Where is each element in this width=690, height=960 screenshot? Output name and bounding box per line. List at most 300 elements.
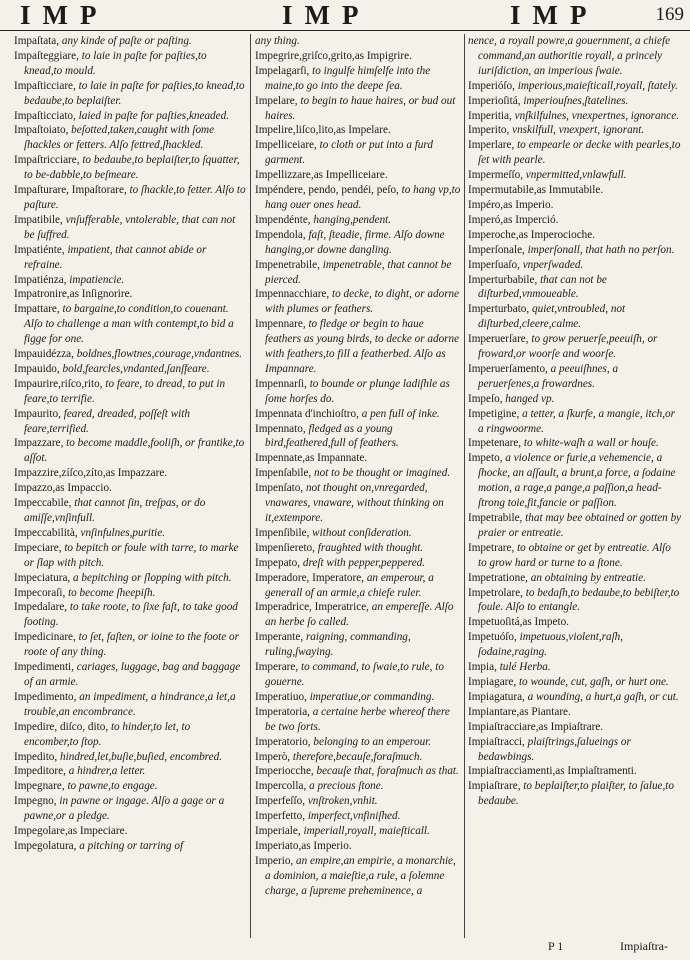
entry-definition: impatient, that cannot abide or refraine.	[24, 243, 207, 271]
entry-headword: Impaurito,	[14, 407, 61, 420]
entry-headword: Impeſo,	[468, 392, 503, 405]
entry-headword: Impeccabile,	[14, 497, 72, 510]
dictionary-entry	[14, 183, 246, 213]
dictionary-entry	[14, 764, 246, 779]
dictionary-entry	[14, 526, 246, 541]
entry-headword: Impedito,	[14, 750, 58, 763]
dictionary-entry	[468, 571, 682, 586]
entry-headword: Impaſtricciare,	[14, 154, 80, 167]
dictionary-entry	[255, 794, 461, 809]
entry-definition: vnſtroken,vnhit.	[307, 795, 378, 808]
entry-headword: Imperfetto,	[255, 810, 306, 823]
dictionary-entry	[255, 138, 461, 168]
entry-headword: Impazzare,	[14, 437, 64, 450]
entry-definition: to laie in paſte for paſties,to knead,to bedaube,to beplaiſter.	[24, 79, 245, 107]
dictionary-entry	[255, 630, 461, 660]
dictionary-entry	[14, 794, 246, 824]
entry-headword: Impaſteggiare,	[14, 49, 79, 62]
entry-headword: Impetuoſitá,as Impeto.	[468, 616, 569, 629]
dictionary-entry	[255, 690, 461, 705]
entry-headword: Impaſtata,	[14, 35, 60, 47]
entry-definition: a precious ſtone.	[309, 780, 384, 793]
entry-headword: Impiaſtracciare,as Impiaſtrare.	[468, 720, 604, 733]
dictionary-entry	[14, 660, 246, 690]
column-right	[468, 34, 682, 936]
entry-definition: nence, a royall powre,a gouernment, a chiefe command,an authoritie royall, a princely iuriſdiction, an imperious ſwaie.	[468, 35, 671, 77]
dictionary-entry	[255, 839, 461, 854]
dictionary-entry	[255, 377, 461, 407]
dictionary-entry	[14, 302, 246, 347]
entry-definition: to empearle or decke with pearles,to ſet with pearle.	[478, 139, 681, 167]
dictionary-entry	[468, 735, 682, 765]
entry-definition: to hinder,to let, to encomber,to ſtop.	[24, 720, 191, 748]
dictionary-entry	[14, 466, 246, 481]
entry-headword: Impaſtoiato,	[14, 124, 69, 137]
entry-definition: vnſinfulnes,puritie.	[80, 526, 166, 539]
entry-definition: to feare, to dread, to put in feare,to terrifie.	[24, 377, 226, 405]
dictionary-entry	[468, 407, 682, 437]
entry-definition: that cannot ſin, treſpas, or do amiſſe,vnſinfull.	[24, 497, 206, 524]
dictionary-entry	[14, 600, 246, 630]
dictionary-entry	[14, 541, 246, 571]
entry-definition: to bargaine,to condition,to couenant. Alſo to challenge a man with contempt,to bid a figge for one.	[24, 303, 234, 346]
signature-mark: P 1	[548, 939, 564, 953]
dictionary-entry	[255, 287, 461, 317]
entry-headword: Imperoche,as Imperocioche.	[468, 228, 596, 241]
entry-headword: Impiantare,as Piantare.	[468, 705, 571, 718]
entry-headword: Impeciatura,	[14, 571, 71, 584]
dictionary-entry	[255, 600, 461, 630]
dictionary-entry	[255, 660, 461, 690]
entry-definition: vnſkilfulnes, vnexpertnes, ignorance.	[514, 109, 679, 122]
dictionary-entry	[468, 168, 682, 183]
dictionary-entry	[468, 123, 682, 138]
entry-headword: Impatibile,	[14, 213, 63, 226]
column-rule-left	[250, 34, 251, 938]
dictionary-entry	[14, 243, 246, 273]
entry-definition: an emperour, a generall of an armie,a chiefe ruler.	[265, 571, 434, 599]
entry-definition: to bedaſh,to bedaube,to bebiſter,to foule. Alſo to entangle.	[478, 586, 680, 614]
entry-headword: Imperitia,	[468, 109, 512, 122]
dictionary-entry	[14, 750, 246, 765]
dictionary-entry	[14, 586, 246, 601]
entry-definition: to take roote, to ſixe faſt, to take good footing.	[24, 601, 238, 629]
dictionary-entry	[255, 422, 461, 452]
dictionary-entry	[255, 735, 461, 750]
entry-headword: Impeciare,	[14, 541, 62, 554]
entry-definition: a hindrer,a letter.	[68, 765, 146, 778]
entry-headword: Impedalare,	[14, 601, 68, 614]
dictionary-entry	[14, 481, 246, 496]
dictionary-entry	[255, 168, 461, 183]
entry-headword: Imperturbabile,	[468, 273, 538, 286]
dictionary-entry	[255, 541, 461, 556]
running-header	[0, 0, 690, 31]
entry-definition: in pawne or ingage. Alſo a gage or a pawne,or a pledge.	[24, 795, 225, 823]
dictionary-entry	[14, 779, 246, 794]
entry-headword: Impelagarſi,	[255, 64, 310, 77]
entry-definition: to command, to ſwaie,to rule, to gouerne.	[265, 661, 444, 688]
dictionary-entry	[468, 690, 682, 705]
entry-headword: Imperare,	[255, 661, 299, 674]
entry-headword: Impaſticciare,	[14, 79, 76, 92]
entry-headword: Impeccabilità,	[14, 526, 78, 539]
entry-headword: Impegolatura,	[14, 839, 77, 852]
entry-definition: dreſt with pepper,peppered.	[302, 556, 426, 569]
dictionary-entry	[255, 854, 461, 899]
dictionary-entry	[468, 302, 682, 332]
entry-definition: without conſideration.	[312, 526, 412, 539]
dictionary-entry	[468, 183, 682, 198]
entry-headword: Impegolare,as Impeciare.	[14, 825, 128, 838]
dictionary-entry	[255, 779, 461, 794]
entry-headword: Impiagare,	[468, 675, 517, 688]
entry-definition: hanged vp.	[505, 392, 555, 405]
entry-headword: Impiaſtracci,	[468, 735, 525, 748]
entry-headword: Impermutabile,as Immutabile.	[468, 184, 604, 197]
entry-definition: becauſe that, foraſmuch as that.	[316, 765, 459, 778]
entry-headword: Impelliceiare,	[255, 139, 317, 152]
entry-definition: faſt, ſteadie, firme. Alſo downe hanging,or downe dangling.	[265, 228, 445, 256]
dictionary-entry	[255, 451, 461, 466]
dictionary-entry	[468, 541, 682, 571]
entry-definition: to grow peruerſe,peeuiſh, or froward,or woorſe and woorſe.	[478, 333, 658, 361]
entry-headword: Impepato,	[255, 556, 301, 569]
running-head-right: IMP	[510, 0, 599, 30]
dictionary-entry	[468, 94, 682, 109]
entry-definition: impenetrable, that cannot be pierced.	[265, 258, 452, 286]
entry-headword: Impatronire,as Inſignorire.	[14, 288, 133, 301]
entry-definition: hindred,let,buſie,buſied, encombred.	[60, 750, 222, 763]
dictionary-entry	[14, 377, 246, 407]
entry-headword: Impiaſtrare,	[468, 780, 521, 793]
entry-headword: Imperò,	[255, 750, 291, 763]
entry-headword: Impelare,	[255, 94, 298, 107]
entry-headword: Impendola,	[255, 228, 306, 241]
entry-definition: to become ſheepiſh.	[68, 586, 156, 599]
entry-definition: vnperſwaded.	[522, 258, 584, 271]
entry-headword: Impelire,liſco,lito,as Impelare.	[255, 124, 391, 137]
entry-definition: an obtaining by entreatie.	[530, 571, 646, 584]
entry-headword: Imperatiuo,	[255, 690, 307, 703]
entry-headword: Impatiénte,	[14, 243, 65, 256]
entry-headword: Impauido,	[14, 362, 60, 375]
dictionary-entry	[255, 407, 461, 422]
entry-definition: to cloth or put into a furd garment.	[265, 139, 433, 167]
entry-definition: a pen full of inke.	[361, 407, 440, 420]
entry-definition: to bedaube,to beplaiſter,to ſquatter, to be-dabble,to beſmeare.	[24, 154, 240, 182]
entry-headword: Imperito,	[468, 124, 510, 137]
entry-headword: Imperio,	[255, 854, 294, 867]
entry-headword: Impedicinare,	[14, 631, 76, 644]
dictionary-entry	[14, 347, 246, 362]
entry-headword: Impéro,as Imperio.	[468, 198, 554, 211]
dictionary-entry	[255, 750, 461, 765]
entry-headword: Impauidézza,	[14, 348, 74, 361]
entry-headword: Impazzire,zíſco,zíto,as Impazzare.	[14, 467, 168, 480]
entry-headword: Imperadore, Imperatore,	[255, 571, 365, 584]
entry-headword: Impennacchiare,	[255, 288, 330, 301]
dictionary-entry	[468, 34, 682, 79]
entry-definition: to obtaine or get by entreatie. Alſo to grow hard or turne to a ſtone.	[478, 541, 671, 569]
dictionary-entry	[255, 123, 461, 138]
entry-definition: to decke, to dight, or adorne with plumes or feathers.	[265, 288, 460, 316]
dictionary-entry	[255, 571, 461, 601]
dictionary-entry	[14, 824, 246, 839]
entry-headword: Imperlare,	[468, 139, 515, 152]
dictionary-entry	[14, 109, 246, 124]
dictionary-entry	[255, 34, 461, 49]
entry-headword: Impedimenti,	[14, 661, 74, 674]
entry-headword: Imperó,as Imperció.	[468, 213, 559, 226]
dictionary-entry	[14, 34, 246, 49]
dictionary-entry	[468, 451, 682, 511]
entry-headword: Impaſticciato,	[14, 109, 76, 122]
dictionary-entry	[255, 49, 461, 64]
entry-definition: a violence or furie,a vehemencie, a ſhocke, an aſſault, a brunt,a force, a ſodaine motion, a rage,a pange,a paſſion,a head-ſtrong toie,fit,fancie or paſſion.	[478, 452, 676, 510]
entry-headword: Impenſato,	[255, 482, 304, 495]
dictionary-entry	[468, 720, 682, 735]
entry-headword: Impercolla,	[255, 780, 307, 793]
entry-definition: a pitching or tarring of	[79, 839, 184, 852]
dictionary-entry	[255, 526, 461, 541]
entry-definition: that can not be diſturbed,vnmoueable.	[478, 273, 607, 301]
entry-headword: Imperturbato,	[468, 303, 530, 316]
dictionary-entry	[468, 79, 682, 94]
entry-headword: Imperiato,as Imperio.	[255, 839, 352, 852]
dictionary-entry	[255, 213, 461, 228]
entry-definition: impetuous,violent,raſh, ſodaine,raging.	[478, 631, 624, 659]
entry-definition: an impediment, a hindrance,a let,a trouble,an encombrance.	[24, 690, 236, 718]
entry-definition: not thought on,vnregarded, vnawares, vnaware, without thinking on it,extempore.	[265, 482, 444, 524]
dictionary-entry	[14, 287, 246, 302]
entry-headword: Imperante,	[255, 631, 304, 644]
entry-definition: to laie in paſte for paſties,to knead,to mould.	[24, 49, 207, 77]
entry-definition: quiet,vntroubled, not diſturbed,cleere,calme.	[478, 303, 626, 331]
column-middle	[255, 34, 461, 936]
entry-headword: Impennato,	[255, 422, 306, 435]
entry-headword: Imperadrice, Imperatrice,	[255, 601, 369, 614]
dictionary-entry	[468, 138, 682, 168]
dictionary-entry	[14, 630, 246, 660]
dictionary-entry	[255, 481, 461, 526]
entry-headword: Imperſuaſo,	[468, 258, 520, 271]
entry-definition: to ſhackle,to fetter. Alſo to paſture.	[24, 184, 246, 211]
entry-definition: any kinde of paſte or paſting.	[61, 35, 192, 47]
entry-definition: to white-waſh a wall or houſe.	[523, 437, 659, 450]
entry-headword: Impecoraſi,	[14, 586, 66, 599]
dictionary-entry	[14, 49, 246, 79]
running-head-center: IMP	[282, 0, 371, 30]
dictionary-entry	[468, 198, 682, 213]
entry-definition: impatiencie.	[69, 273, 125, 286]
entry-headword: Impenſabile,	[255, 467, 312, 480]
entry-definition: to pawne,to engage.	[67, 780, 158, 793]
dictionary-entry	[14, 362, 246, 377]
page-number: 169	[655, 4, 684, 25]
entry-headword: Impetenare,	[468, 437, 522, 450]
entry-definition: feared, dreaded, poſſeſt with feare,terrified.	[24, 407, 190, 435]
dictionary-entry	[14, 496, 246, 526]
dictionary-entry	[468, 109, 682, 124]
entry-headword: Imperatorio,	[255, 735, 311, 748]
entry-headword: Impedimento,	[14, 690, 77, 703]
entry-headword: Impendénte,	[255, 213, 311, 226]
entry-headword: Impetratione,	[468, 571, 528, 584]
dictionary-entry	[468, 615, 682, 630]
entry-headword: Imperióſo,	[468, 79, 515, 92]
dictionary-entry	[255, 466, 461, 481]
entry-headword: Impaurire,riſco,rito,	[14, 377, 103, 390]
entry-headword: Impegnare,	[14, 780, 65, 793]
entry-definition: boldnes,flowtnes,courage,vndantnes.	[76, 348, 243, 361]
entry-headword: Imperiocche,	[255, 765, 314, 778]
entry-headword: Impeditore,	[14, 765, 66, 778]
entry-headword: Impetrare,	[468, 541, 515, 554]
entry-headword: Impiagatura,	[468, 690, 525, 703]
dictionary-entry	[255, 183, 461, 213]
entry-definition: to bepitch or foule with tarre, to marke or ſlap with pitch.	[24, 541, 239, 569]
dictionary-entry	[468, 213, 682, 228]
entry-definition: fledged as a young bird,feathered,full of feathers.	[265, 422, 399, 450]
dictionary-entry	[468, 764, 682, 779]
dictionary-entry	[14, 213, 246, 243]
entry-headword: Impetuóſo,	[468, 631, 517, 644]
dictionary-entry	[255, 556, 461, 571]
dictionary-entry	[468, 705, 682, 720]
dictionary-entry	[468, 332, 682, 362]
entry-headword: Impenetrabile,	[255, 258, 320, 271]
dictionary-entry	[14, 571, 246, 586]
entry-headword: Imperioſitá,	[468, 94, 521, 107]
entry-definition: any thing.	[255, 35, 300, 47]
entry-definition: to beplaiſter,to plaiſter, to ſalue,to bedaube.	[478, 780, 675, 808]
dictionary-entry	[14, 407, 246, 437]
entry-headword: Impenſiereto,	[255, 541, 315, 554]
dictionary-entry	[14, 436, 246, 466]
entry-definition: imperious,maieſticall,royall, ſtately.	[517, 79, 678, 92]
entry-definition: cariages, luggage, bag and baggage of an armie.	[24, 661, 241, 688]
running-head-left: IMP	[20, 0, 109, 30]
entry-definition: to become maddle,fooliſh, or frantike,to aſſot.	[24, 437, 245, 465]
entry-definition: beſotted,taken,caught with ſome ſhackles or fetters. Alſo fettred,ſhackled.	[24, 124, 215, 152]
dictionary-entry	[468, 362, 682, 392]
entry-definition: tulé Herba.	[499, 661, 551, 674]
entry-definition: belonging to an emperour.	[313, 735, 432, 748]
entry-definition: vnſufferable, vntolerable, that can not be ſuffred.	[24, 213, 236, 241]
dictionary-entry	[468, 630, 682, 660]
entry-definition: not to be thought or imagined.	[314, 467, 451, 480]
dictionary-entry	[468, 511, 682, 541]
dictionary-entry	[255, 258, 461, 288]
entry-definition: an empereſſe. Alſo an herbe ſo called.	[265, 601, 454, 629]
entry-headword: Impetrolare,	[468, 586, 523, 599]
entry-headword: Impetrabile,	[468, 512, 523, 524]
dictionary-entry	[14, 79, 246, 109]
dictionary-entry	[14, 123, 246, 153]
entry-headword: Impegrire,griſco,grito,as Impigrire.	[255, 49, 412, 62]
dictionary-entry	[468, 586, 682, 616]
entry-definition: raigning, commanding, ruling,ſwaying.	[265, 631, 411, 659]
entry-definition: to hang vp,to hang ouer ones head.	[265, 184, 461, 211]
entry-headword: Imperſonale,	[468, 243, 525, 256]
entry-definition: vnpermitted,vnlawfull.	[525, 169, 627, 182]
entry-definition: a bepitching or ſlopping with pitch.	[73, 571, 232, 584]
dictionary-entry	[468, 675, 682, 690]
dictionary-entry	[14, 839, 246, 854]
dictionary-entry	[255, 64, 461, 94]
dictionary-entry	[255, 94, 461, 124]
entry-definition: hanging,pendent.	[313, 213, 392, 226]
entry-definition: therefore,becauſe,foraſmuch.	[292, 750, 423, 763]
entry-definition: imperatiue,or commanding.	[309, 690, 435, 703]
dictionary-entry	[255, 764, 461, 779]
entry-definition: a tetter, a ſkurfe, a mangie, itch,or a ringwoorme.	[478, 407, 675, 435]
entry-headword: Impazzo,as Impaccio.	[14, 482, 112, 495]
entry-headword: Impennare,	[255, 318, 306, 331]
entry-definition: fraughted with thought.	[317, 541, 424, 554]
dictionary-entry	[468, 392, 682, 407]
column-left	[14, 34, 246, 936]
dictionary-entry	[255, 705, 461, 735]
entry-definition: plaiſtrings,ſalueings or bedawbings.	[478, 735, 631, 763]
entry-headword: Impennata d'inchioſtro,	[255, 407, 359, 420]
entry-headword: Impermeſſo,	[468, 169, 523, 182]
entry-definition: to fledge or begin to haue feathers as young birds, to decke or adorne with feathers,to fill a featherbed. Alſo as Impannare.	[265, 318, 460, 375]
entry-headword: Impedire, diſco, dito,	[14, 720, 109, 733]
dictionary-entry	[468, 258, 682, 273]
entry-headword: Impeto,	[468, 452, 503, 465]
entry-headword: Imperuerſare,	[468, 333, 529, 346]
catchword: Impiaſtra-	[620, 939, 668, 953]
entry-definition: vnskilfull, vnexpert, ignorant.	[512, 124, 645, 137]
entry-headword: Impegno,	[14, 795, 57, 808]
dictionary-entry	[14, 273, 246, 288]
entry-headword: Impennarſi,	[255, 377, 307, 390]
entry-headword: Impellizzare,as Impelliceiare.	[255, 169, 388, 182]
entry-definition: imperfect,vnfiniſhed.	[307, 810, 401, 823]
dictionary-entry	[468, 779, 682, 809]
entry-headword: Impetigine,	[468, 407, 520, 420]
column-rule-right	[464, 34, 465, 938]
entry-headword: Impenſibile,	[255, 526, 310, 539]
dictionary-entry	[468, 436, 682, 451]
dictionary-entry	[468, 660, 682, 675]
entry-headword: Impattare,	[14, 303, 60, 316]
dictionary-entry	[255, 824, 461, 839]
entry-definition: to begin to haue haires, or bud out haires.	[265, 94, 456, 122]
entry-definition: imperiouſnes,ſtatelines.	[523, 94, 629, 107]
entry-definition: imperſonall, that hath no perſon.	[527, 243, 675, 256]
dictionary-entry	[255, 317, 461, 377]
entry-definition: to wounde, cut, gaſh, or hurt one.	[518, 675, 669, 688]
dictionary-entry	[468, 243, 682, 258]
entry-headword: Imperfeſſo,	[255, 795, 306, 808]
entry-definition: bold,fearcles,vndanted,ſanſfeare.	[62, 362, 210, 375]
dictionary-entry	[14, 153, 246, 183]
entry-definition: that may bee obtained or gotten by praier or entreatie.	[478, 512, 682, 539]
entry-definition: a certaine herbe whereof there be two ſorts.	[265, 705, 450, 733]
entry-definition: a wounding, a hurt,a gaſh, or cut.	[527, 690, 679, 703]
entry-headword: Imperiale,	[255, 825, 301, 838]
entry-headword: Impaſturare, Impaſtorare,	[14, 184, 127, 197]
dictionary-entry	[468, 228, 682, 243]
entry-headword: Impatiénza,	[14, 273, 67, 286]
entry-headword: Imperuerſamento,	[468, 362, 548, 375]
dictionary-entry	[255, 809, 461, 824]
dictionary-entry	[255, 228, 461, 258]
entry-definition: to bounde or plunge ladiſhle as ſome horſes do.	[265, 377, 450, 405]
